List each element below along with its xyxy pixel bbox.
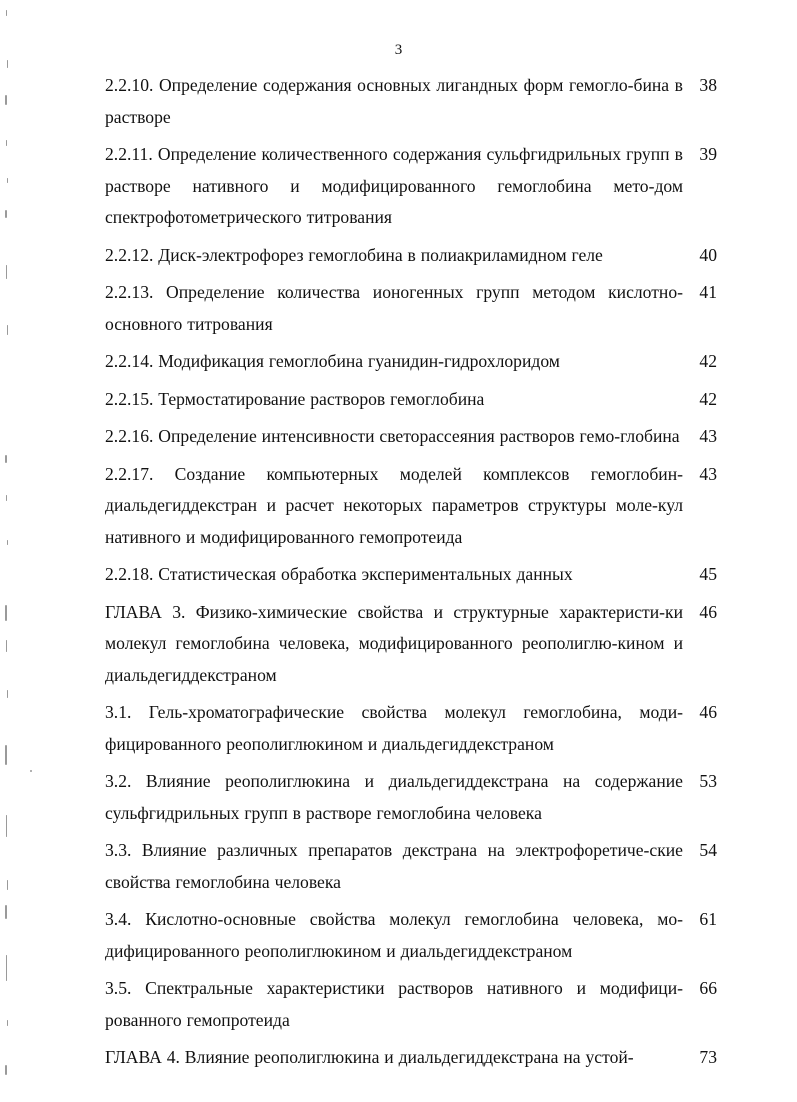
toc-entry-title: ГЛАВА 3. Физико-химические свойства и структурные характеристи-ки молекул гемоглобина человека, модифицированного реополиглю-кином и диальдегиддекстраном <box>105 601 683 685</box>
toc-entry-title: 3.3. Влияние различных препаратов декстрана на электрофоретиче-ские свойства гемоглобина человека <box>105 840 683 892</box>
scan-speck <box>6 10 7 16</box>
scan-speck <box>7 60 8 68</box>
toc-entry-page: 42 <box>699 388 717 409</box>
toc-entry-title: ГЛАВА 4. Влияние реополиглюкина и диальдегиддекстрана на устой- <box>105 1047 634 1067</box>
toc-entry-title: 2.2.16. Определение интенсивности светорассеяния растворов гемо-глобина <box>105 426 680 446</box>
toc-entry-page: 54 <box>699 840 717 860</box>
toc-entry-title: 2.2.18. Статистическая обработка экспериментальных данных <box>105 564 573 584</box>
toc-entry-page: 39 <box>699 144 717 164</box>
toc-entry-title: 2.2.17. Создание компьютерных моделей комплексов гемоглобин-диальдегиддекстран и расчет некоторых параметров структуры моле-кул нативного и модифицированного гемопротеида <box>105 463 683 547</box>
toc-entry-title: 2.2.15. Термостатирование растворов гемоглобина <box>105 388 485 409</box>
toc-entry[interactable] <box>105 1042 717 1074</box>
toc-entry-page: 43 <box>699 463 717 484</box>
scan-speck <box>7 1020 8 1026</box>
scan-speck <box>30 770 32 772</box>
toc-entry-title: 2.2.13. Определение количества ионогенных групп методом кислотно-основного титрования <box>105 282 683 334</box>
scan-speck <box>5 210 7 218</box>
scan-speck <box>7 880 8 890</box>
scan-speck <box>6 815 7 837</box>
scan-speck <box>6 140 7 146</box>
toc-entry-page: 40 <box>699 244 717 265</box>
scan-speck <box>7 178 8 183</box>
toc-entry[interactable] <box>105 835 717 898</box>
toc-entry-page: 46 <box>699 702 717 722</box>
toc-entry[interactable] <box>105 973 717 1036</box>
toc-entry-page: 46 <box>699 601 717 622</box>
scan-speck <box>5 95 7 105</box>
toc-entry-title: 3.5. Спектральные характеристики растворов нативного и модифици-рованного гемопротеида <box>105 978 683 1030</box>
toc-entry[interactable] <box>105 346 717 378</box>
toc-entry-page: 45 <box>699 564 717 584</box>
toc-entry[interactable] <box>105 277 717 340</box>
toc-entry[interactable] <box>105 421 717 453</box>
toc-entry-title: 3.2. Влияние реополиглюкина и диальдегиддекстрана на содержание сульфгидрильных групп в растворе гемоглобина человека <box>105 771 683 823</box>
toc-entry-title: 2.2.11. Определение количественного содержания сульфгидрильных групп в растворе нативного и модифицированного гемоглобина мето-дом спектрофотометрического титрования <box>105 144 683 227</box>
toc-entry-title: 2.2.14. Модификация гемоглобина гуанидин-гидрохлоридом <box>105 351 560 371</box>
toc-entry[interactable] <box>105 559 717 591</box>
toc-entry-page: 73 <box>699 1047 717 1067</box>
toc-entry-title: 2.2.10. Определение содержания основных лигандных форм гемогло-бина в растворе <box>105 75 683 127</box>
toc-entry-page: 42 <box>699 351 717 371</box>
toc-entry[interactable] <box>105 384 717 416</box>
toc-entry[interactable] <box>105 139 717 234</box>
scan-speck <box>5 605 7 621</box>
toc-entry[interactable] <box>105 240 717 272</box>
toc-entry-page: 66 <box>699 978 717 998</box>
scan-speck <box>5 455 7 463</box>
scan-speck <box>6 955 7 981</box>
toc-entry-page: 38 <box>699 75 717 95</box>
table-of-contents <box>105 70 717 1080</box>
scan-speck <box>5 1065 7 1075</box>
toc-entry-page: 41 <box>699 282 717 302</box>
toc-entry[interactable] <box>105 766 717 829</box>
scan-speck <box>6 265 7 279</box>
toc-entry-title: 3.4. Кислотно-основные свойства молекул гемоглобина человека, мо-дифицированного реополиглюкином и диальдегиддекстраном <box>105 909 683 961</box>
toc-entry-title: 3.1. Гель-хроматографические свойства молекул гемоглобина, моди-фицированного реополиглюкином и диальдегиддекстраном <box>105 702 683 754</box>
toc-entry-page: 43 <box>699 426 717 446</box>
scan-speck <box>6 495 7 501</box>
toc-entry-page: 53 <box>699 771 717 791</box>
toc-entry-page: 61 <box>699 909 717 929</box>
scan-speck <box>5 905 7 919</box>
toc-entry[interactable] <box>105 459 717 554</box>
scan-margin-artifacts <box>0 0 40 1102</box>
scan-speck <box>7 325 8 335</box>
toc-entry[interactable] <box>105 70 717 133</box>
toc-entry-title: 2.2.12. Диск-электрофорез гемоглобина в полиакриламидном геле <box>105 244 603 265</box>
page-number: 3 <box>394 42 403 58</box>
scan-speck <box>7 690 8 698</box>
scan-speck <box>6 640 7 652</box>
scan-speck <box>7 540 8 545</box>
scan-speck <box>5 745 7 765</box>
toc-entry[interactable] <box>105 904 717 967</box>
toc-entry[interactable] <box>105 697 717 760</box>
toc-entry[interactable] <box>105 597 717 692</box>
